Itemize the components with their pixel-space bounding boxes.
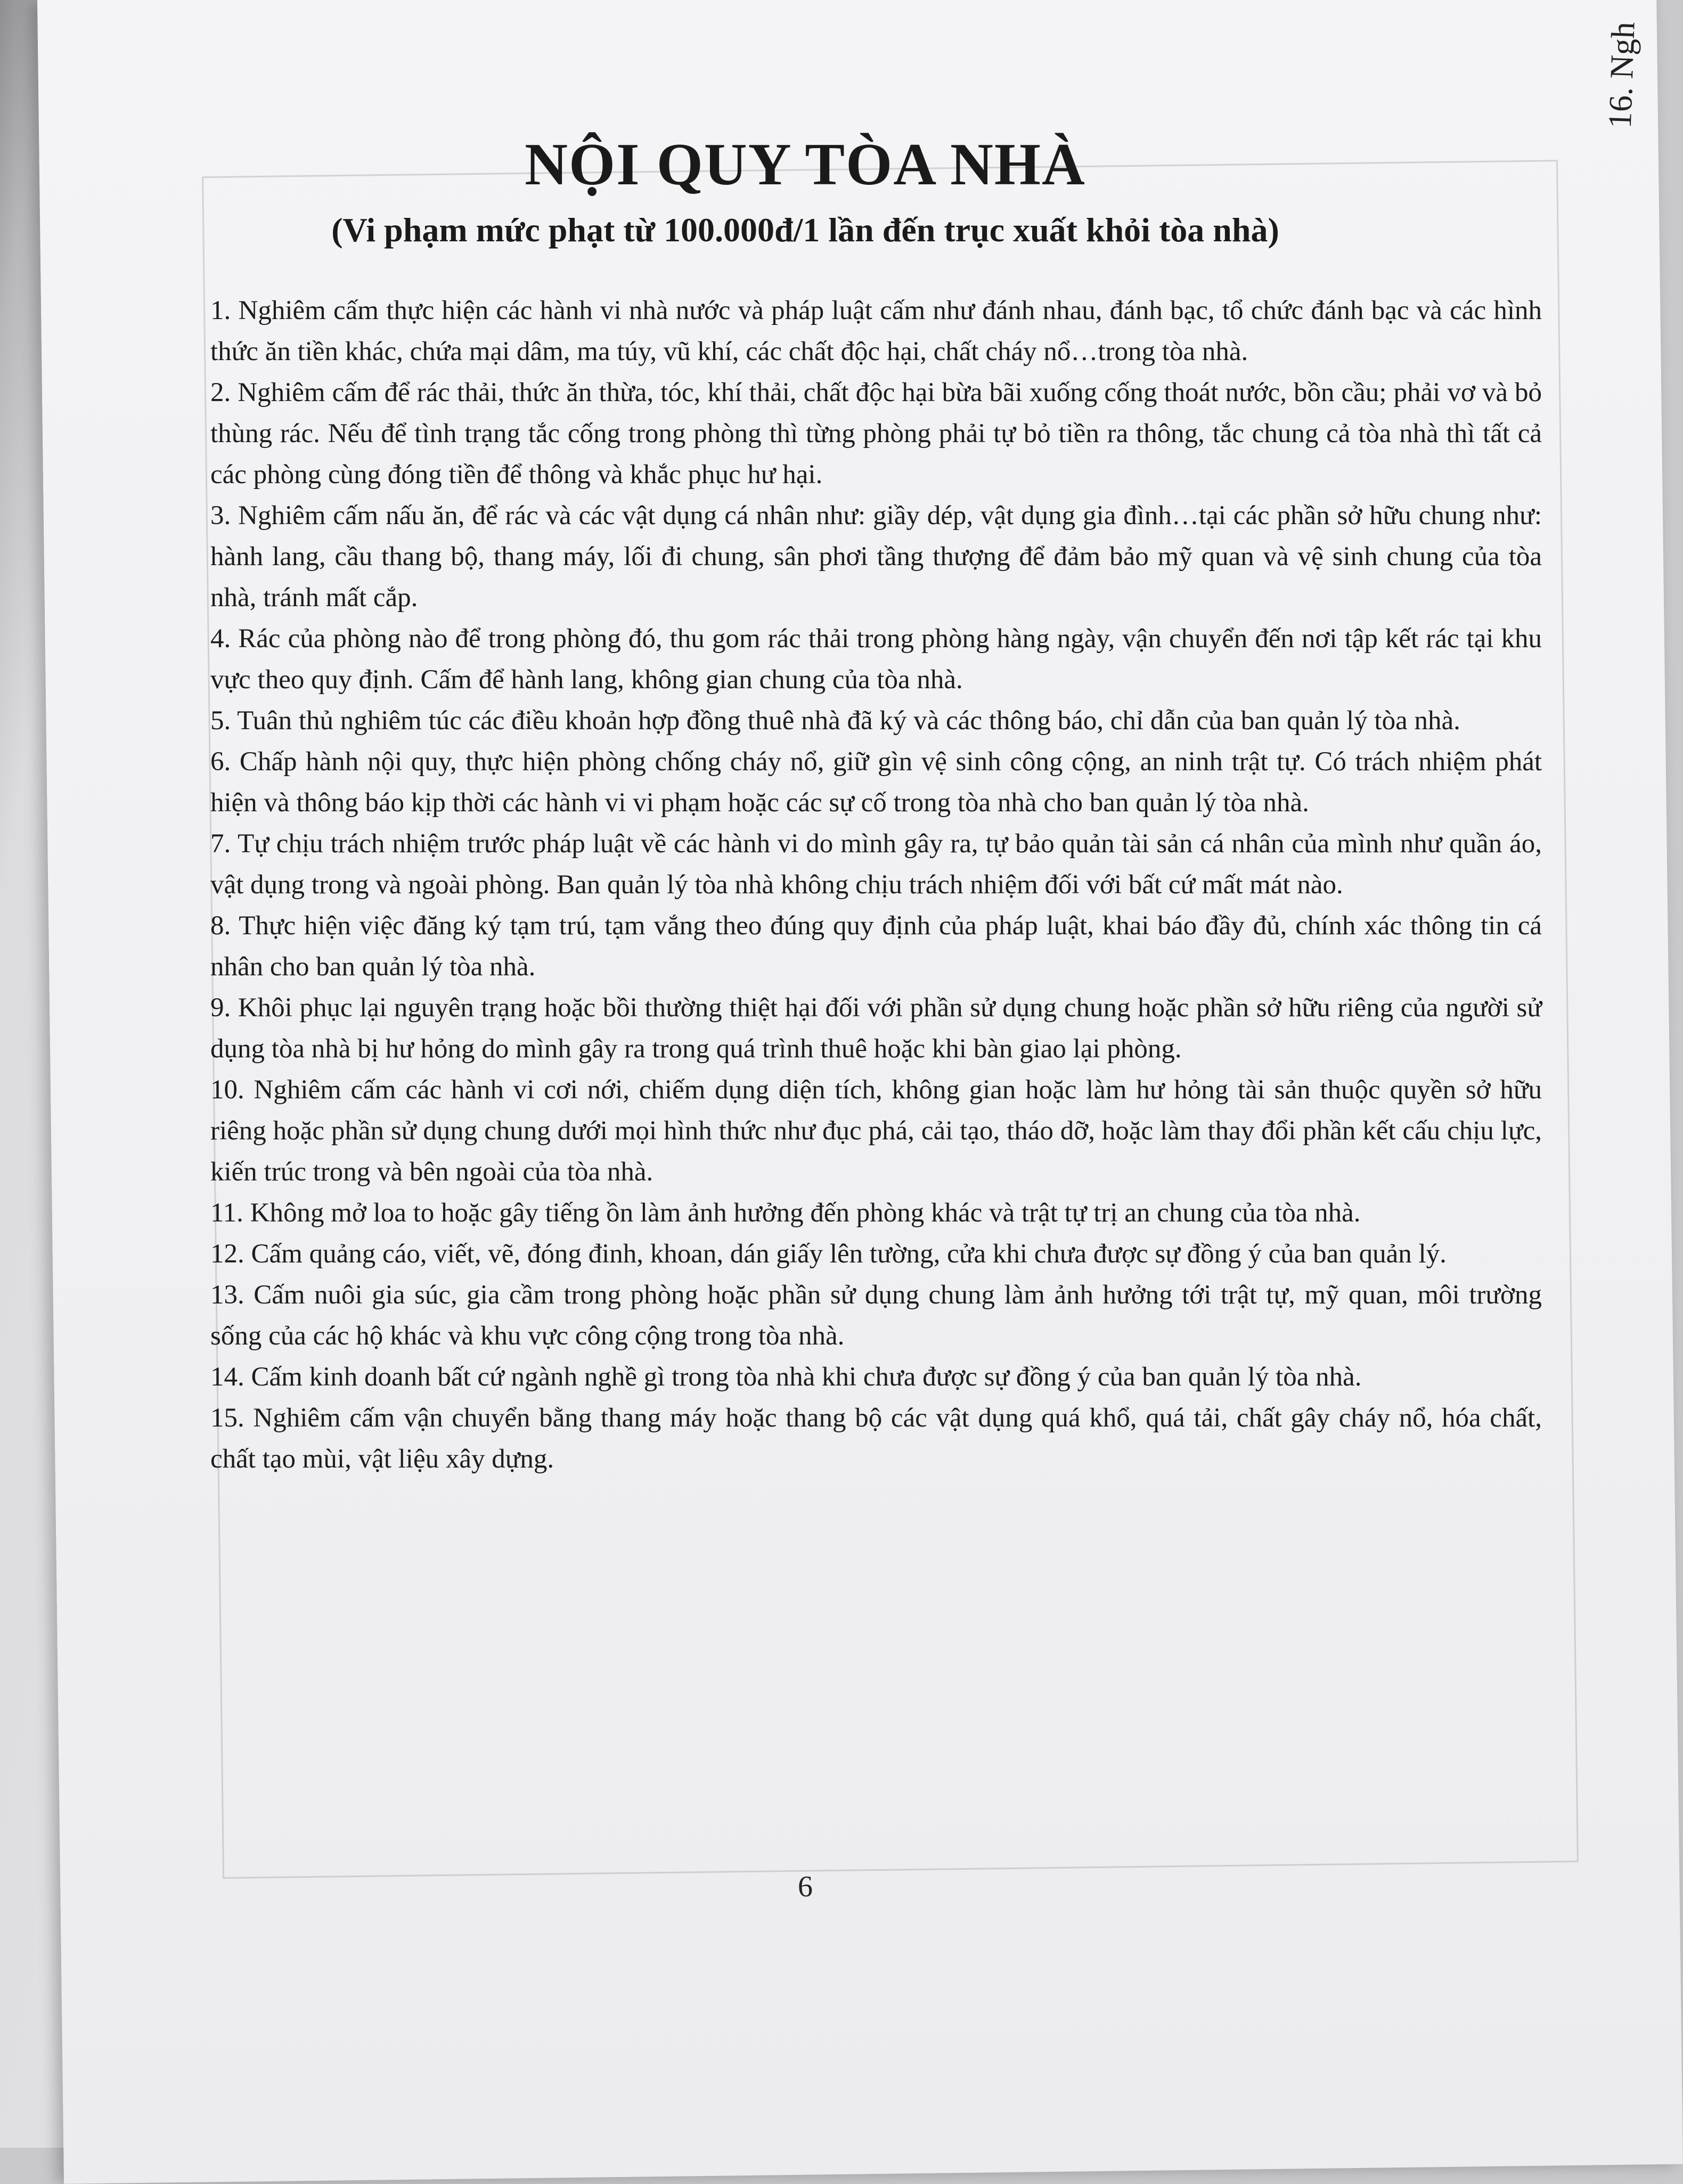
rule-item: 15. Nghiêm cấm vận chuyển bằng thang máy hoặc thang bộ các vật dụng quá khổ, quá tải, chất gây cháy nổ, hóa chất, chất tạo mùi, vật liệu xây dựng. (210, 1403, 1542, 1474)
rule-item: 4. Rác của phòng nào để trong phòng đó, thu gom rác thải trong phòng hàng ngày, vận chuyển đến nơi tập kết rác tại khu vực theo quy định. Cấm để hành lang, không gian chung của tòa nhà. (210, 624, 1542, 695)
rule-item: 8. Thực hiện việc đăng ký tạm trú, tạm vắng theo đúng quy định của pháp luật, khai báo đầy đủ, chính xác thông tin cá nhân cho ban quản lý tòa nhà. (210, 911, 1542, 982)
rule-item: 10. Nghiêm cấm các hành vi cơi nới, chiếm dụng diện tích, không gian hoặc làm hư hỏng tài sản thuộc quyền sở hữu riêng hoặc phần sử dụng chung dưới mọi hình thức như đục phá, cải tạo, tháo dỡ, hoặc làm thay đổi phần kết cấu chịu lực, kiến trúc trong và bên ngoài của tòa nhà. (210, 1075, 1542, 1187)
rule-item: 13. Cấm nuôi gia súc, gia cầm trong phòng hoặc phần sử dụng chung làm ảnh hưởng tới trật tự, mỹ quan, môi trường sống của các hộ khác và khu vực công cộng trong tòa nhà. (210, 1280, 1542, 1351)
rule-item: 2. Nghiêm cấm để rác thải, thức ăn thừa, tóc, khí thải, chất độc hại bừa bãi xuống cống thoát nước, bồn cầu; phải vơ và bỏ thùng rác. Nếu để tình trạng tắc cống trong phòng thì từng phòng phải tự bỏ tiền ra thông, tắc chung cả tòa nhà thì tất cả các phòng cùng đóng tiền để thông và khắc phục hư hại. (210, 378, 1542, 490)
rule-item: 6. Chấp hành nội quy, thực hiện phòng chống cháy nổ, giữ gìn vệ sinh công cộng, an ninh trật tự. Có trách nhiệm phát hiện và thông báo kịp thời các hành vi vi phạm hoặc các sự cố trong tòa nhà cho ban quản lý tòa nhà. (210, 747, 1542, 818)
rule-item: 5. Tuân thủ nghiêm túc các điều khoản hợp đồng thuê nhà đã ký và các thông báo, chỉ dẫn của ban quản lý tòa nhà. (210, 706, 1460, 736)
page-number: 6 (798, 1870, 813, 1903)
rule-item: 3. Nghiêm cấm nấu ăn, để rác và các vật dụng cá nhân như: giầy dép, vật dụng gia đình…tại các phần sở hữu chung như: hành lang, cầu thang bộ, thang máy, lối đi chung, sân phơi tầng thượng để đảm bảo mỹ quan và vệ sinh chung của tòa nhà, tránh mất cắp. (210, 501, 1542, 613)
rule-item: 12. Cấm quảng cáo, viết, vẽ, đóng đinh, khoan, dán giấy lên tường, cửa khi chưa được sự đồng ý của ban quản lý. (210, 1239, 1447, 1269)
rule-item: 1. Nghiêm cấm thực hiện các hành vi nhà nước và pháp luật cấm như đánh nhau, đánh bạc, tổ chức đánh bạc và các hình thức ăn tiền khác, chứa mại dâm, ma túy, vũ khí, các chất độc hại, chất cháy nổ…trong tòa nhà. (210, 296, 1542, 366)
rule-item: 7. Tự chịu trách nhiệm trước pháp luật về các hành vi do mình gây ra, tự bảo quản tài sản cá nhân của mình như quần áo, vật dụng trong và ngoài phòng. Ban quản lý tòa nhà không chịu trách nhiệm đối với bất cứ mất mát nào. (210, 829, 1542, 900)
rule-item: 11. Không mở loa to hoặc gây tiếng ồn làm ảnh hưởng đến phòng khác và trật tự trị an chung của tòa nhà. (210, 1198, 1361, 1228)
document-subtitle: (Vi phạm mức phạt từ 100.000đ/1 lần đến trục xuất khỏi tòa nhà) (331, 211, 1279, 249)
rule-item: 14. Cấm kinh doanh bất cứ ngành nghề gì trong tòa nhà khi chưa được sự đồng ý của ban quản lý tòa nhà. (210, 1362, 1362, 1392)
rules-list (210, 290, 1542, 1480)
corner-note: 16. Ngh (1602, 21, 1642, 129)
rule-item: 9. Khôi phục lại nguyên trạng hoặc bồi thường thiệt hại đối với phần sử dụng chung hoặc phần sở hữu riêng của người sử dụng tòa nhà bị hư hỏng do mình gây ra trong quá trình thuê hoặc khi bàn giao lại phòng. (210, 993, 1542, 1064)
document-title: NỘI QUY TÒA NHÀ (525, 132, 1086, 198)
